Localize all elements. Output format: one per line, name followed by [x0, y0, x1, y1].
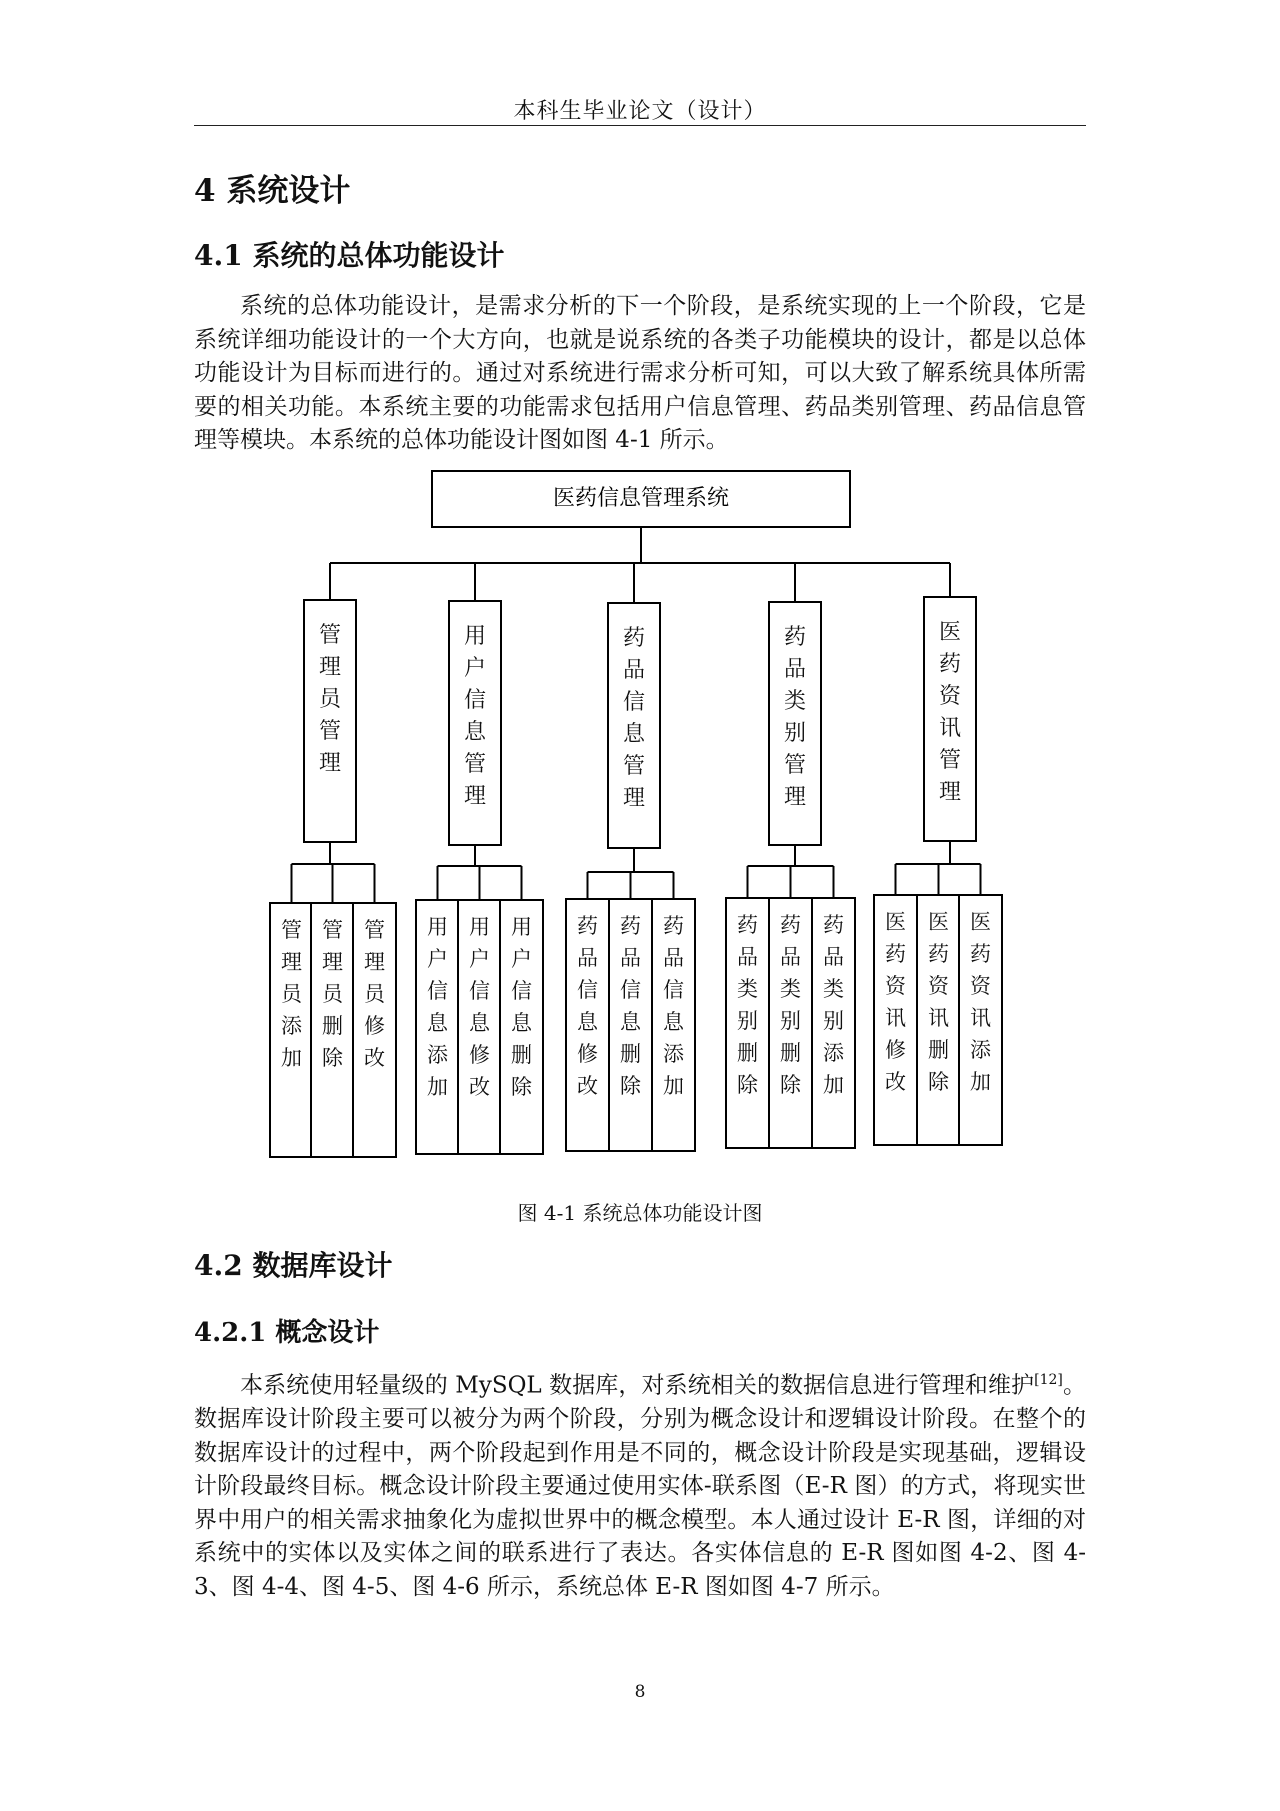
leaf-label: 管理员添加 — [281, 918, 302, 1070]
section-4-2-1-paragraph — [194, 1364, 1086, 1604]
citation-reference[interactable]: [12] — [1034, 1372, 1063, 1388]
diagram-root-label: 医药信息管理系统 — [552, 486, 730, 511]
leaf-label: 药品信息删除 — [620, 914, 641, 1098]
leaf-label: 药品类别添加 — [823, 913, 844, 1097]
section-heading-4-2: 4.2 数据库设计 — [194, 1249, 393, 1282]
leaf-label: 用户信息添加 — [427, 915, 448, 1099]
leaf-label: 医药资讯删除 — [928, 910, 949, 1094]
leaf-label: 药品信息修改 — [577, 914, 598, 1098]
leaf-label: 医药资讯添加 — [970, 910, 991, 1094]
section-4-1-paragraph: 系统的总体功能设计，是需求分析的下一个阶段，是系统实现的上一个阶段，它是系统详细功能设计的一个大方向，也就是说系统的各类子功能模块的设计，都是以总体功能设计为目标而进行的。通过对系统进行需求分析可知，可以大致了解系统具体所需要的相关功能。本系统主要的功能需求包括用户信息管理、药品类别管理、药品信息管理等模块。本系统的总体功能设计图如图 4-1 所示。 — [194, 293, 1086, 453]
chapter-heading: 4 系统设计 — [194, 173, 351, 209]
module-label: 用户信息管理 — [463, 624, 487, 809]
leaf-label: 管理员修改 — [364, 918, 385, 1070]
leaf-label: 医药资讯修改 — [885, 910, 906, 1094]
module-label: 医药资讯管理 — [938, 620, 962, 805]
leaf-label: 用户信息修改 — [469, 915, 490, 1099]
leaf-label: 药品信息添加 — [663, 914, 684, 1098]
section-heading-4-1: 4.1 系统的总体功能设计 — [194, 239, 505, 272]
leaf-label: 用户信息删除 — [511, 915, 532, 1099]
leaf-label: 药品类别删除 — [780, 913, 801, 1097]
leaf-label: 管理员删除 — [322, 918, 343, 1070]
paragraph-text-part-2: 。数据库设计阶段主要可以被分为两个阶段，分别为概念设计和逻辑设计阶段。在整个的数据库设计的过程中，两个阶段起到作用是不同的，概念设计阶段是实现基础，逻辑设计阶段最终目标。概念设计阶段主要通过使用实体-联系图（E-R 图）的方式，将现实世界中用户的相关需求抽象化为虚拟世界中的概念模型。本人通过设计 E-R 图，详细的对系统中的实体以及实体之间的联系进行了表达。各实体信息的 E-R 图如图 4-2、图 4-3、图 4-4、图 4-5、图 4-6 所示，系统总体 E-R 图如图 4-7 所示。 — [194, 1372, 1087, 1600]
paragraph-text-part-1: 本系统使用轻量级的 MySQL 数据库，对系统相关的数据信息进行管理和维护 — [240, 1372, 1035, 1399]
figure-caption: 图 4-1 系统总体功能设计图 — [517, 1201, 763, 1225]
module-label: 药品类别管理 — [783, 625, 807, 810]
leaf-label: 药品类别删除 — [737, 913, 758, 1097]
running-header: 本科生毕业论文（设计） — [513, 99, 767, 124]
section-heading-4-2-1: 4.2.1 概念设计 — [194, 1318, 380, 1348]
module-label: 管理员管理 — [318, 623, 342, 776]
module-label: 药品信息管理 — [622, 626, 646, 811]
page-number: 8 — [634, 1682, 646, 1702]
